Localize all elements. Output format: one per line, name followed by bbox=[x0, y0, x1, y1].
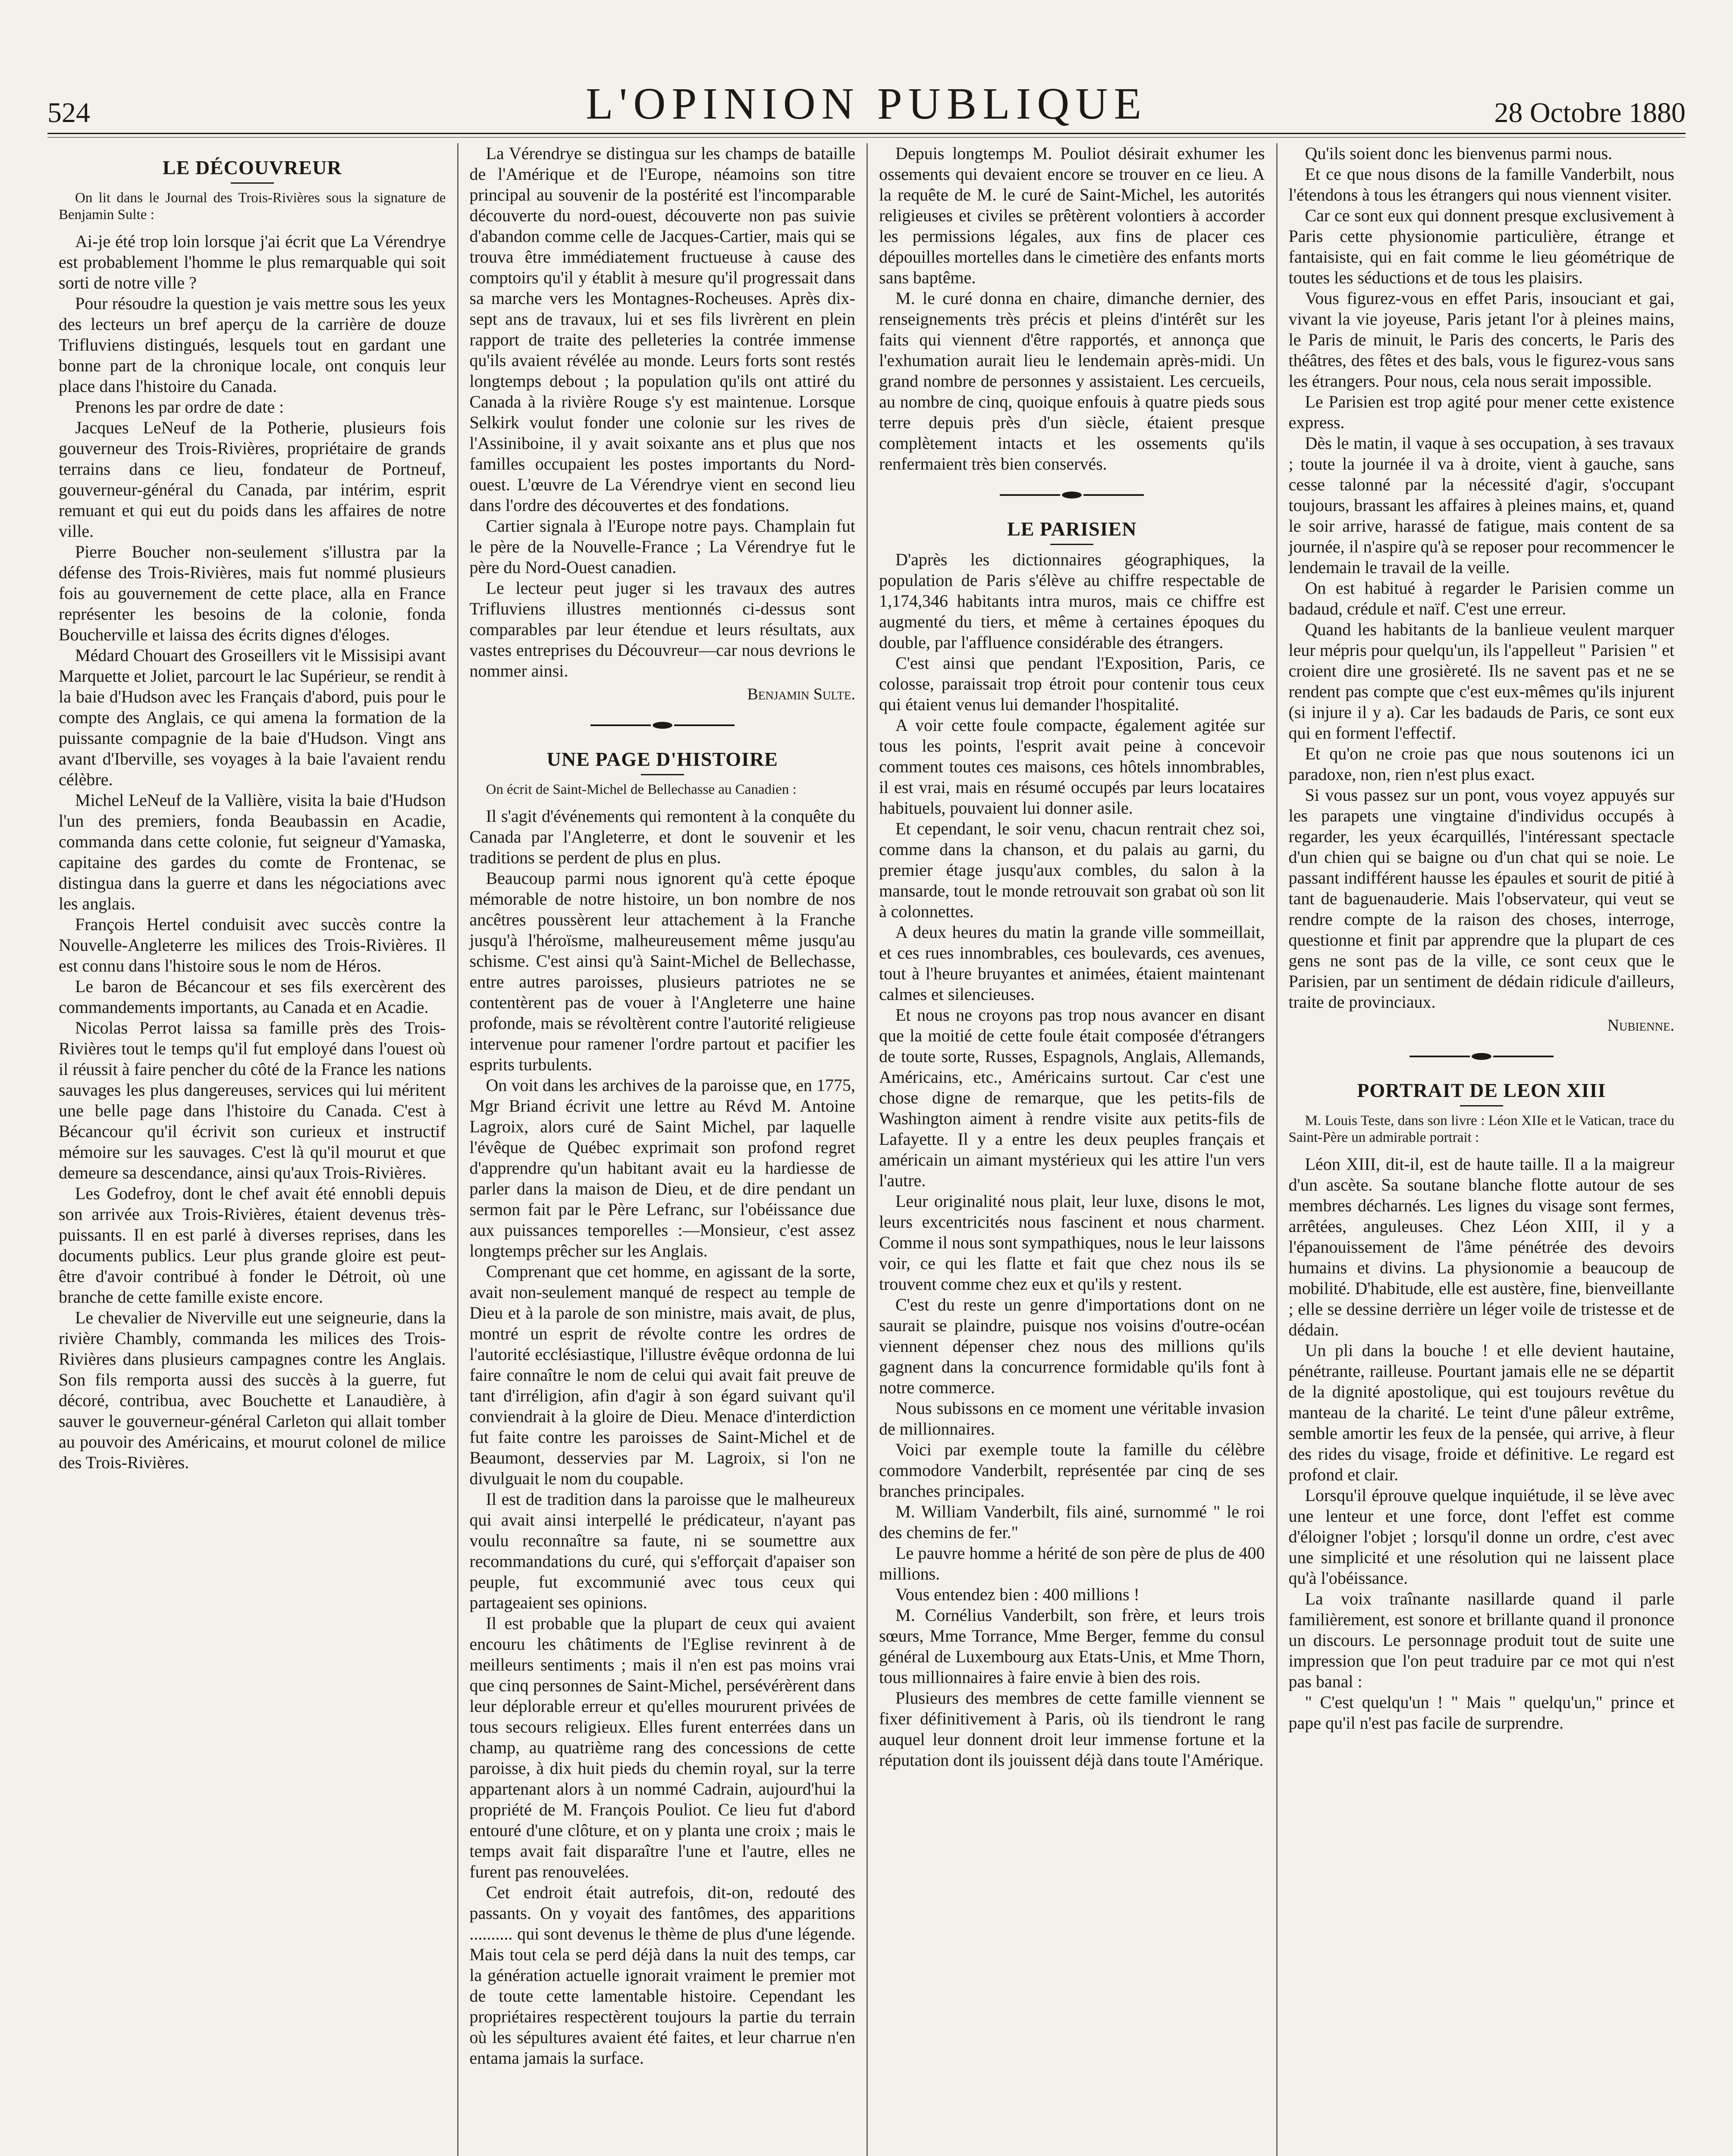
article-paragraph: Et nous ne croyons pas trop nous avancer en disant que la moitié de cette foule était composée d'étrangers de toute sorte, Russes, Espagnols, Anglais, Allemands, Américains, etc., Américains surtout. Car c'est une chose digne de remarque, que les petits-fils de Washington aiment à rendre visite aux petits-fils de Lafayette. Il y a entre les deux peuples français et américain un aimant mystérieux qui les attire l'un vers l'autre. bbox=[879, 1005, 1265, 1190]
article-signature: Nubienne. bbox=[1607, 1016, 1674, 1034]
article-paragraph: Michel LeNeuf de la Vallière, visita la baie d'Hudson l'un des premiers, fonda Beaubassin en Acadie, commanda dans cette colonie, fut seigneur d'Yamaska, capitaine des gardes du comte de Frontenac, se distingua dans la guerre et dans les négociations avec les anglais. bbox=[59, 790, 446, 913]
article-signature: Benjamin Sulte. bbox=[747, 685, 855, 703]
article-paragraph: Cartier signala à l'Europe notre pays. Champlain fut le père de la Nouvelle-France ; La Vérendrye fut le père du Nord-Ouest canadien. bbox=[469, 516, 855, 577]
article-paragraph: Voici par exemple toute la famille du célèbre commodore Vanderbilt, représentée par cinq de ses branches principales. bbox=[879, 1440, 1265, 1501]
article-paragraph: Pour résoudre la question je vais mettre sous les yeux des lecteurs un bref aperçu de la carrière de douze Trifluviens distingués, lesquels tout en gardant une bonne part de la chronique locale, ont conquis leur place dans l'histoire du Canada. bbox=[59, 294, 446, 396]
masthead-rule bbox=[47, 133, 1686, 134]
masthead-rule-thin bbox=[47, 137, 1686, 138]
column-4 bbox=[1276, 143, 1686, 2156]
issue-date: 28 Octobre 1880 bbox=[1494, 97, 1686, 128]
article-heading-parisien: LE PARISIEN bbox=[1007, 518, 1137, 540]
article-paragraph: Cet endroit était autrefois, dit-on, redouté des passants. On y voyait des fantômes, des apparitions .......... qui sont devenus le thème de plus d'une légende. Mais tout cela se perd déjà dans la nuit des temps, car la génération actuelle ignorait vraiment le premier mot de toute cette lamentable histoire. Cependant les propriétaires respectèrent toujours la partie du terrain où les sépultures avaient été faites, et leur charrue n'en entama jamais la surface. bbox=[469, 1883, 855, 2068]
article-paragraph: La Vérendrye se distingua sur les champs de bataille de l'Amérique et de l'Europe, néamoins son titre principal au souvenir de la postérité est l'incomparable découverte du nord-ouest, découverte non pas suivie d'abandon comme celle de Jacques-Cartier, mais qui se trouva être immédiatement fructueuse à cause des comptoirs qu'il y établit à mesure qu'il progressait dans sa marche vers les Montagnes-Rocheuses. Après dix-sept ans de travaux, lui et ses fils livrèrent en plein rapport de traite des pelleteries la contrée immense qu'ils avaient révélée au monde. Leurs forts sont restés longtemps debout ; la population qu'ils ont attiré du Canada à la rivière Rouge s'y est maintenue. Lorsque Selkirk voulut fonder une colonie sur les rives de l'Assiniboine, il y avait soixante ans et plus que nos familles occupaient les postes importants du Nord-ouest. L'œuvre de La Vérendrye vient en second lieu dans l'ordre des découvertes et des fondations. bbox=[469, 144, 855, 515]
article-paragraph: Le Parisien est trop agité pour mener cette existence express. bbox=[1288, 392, 1674, 432]
article-paragraph: Un pli dans la bouche ! et elle devient hautaine, pénétrante, railleuse. Pourtant jamais elle ne se départit de la dignité apostolique, qui est toujours revêtue du manteau de la charité. Le teint d'une pâleur extrême, semble amortir les feux de la pensée, qui arrive, à fleur des rides du visage, froide et définitive. Le regard est profond et clair. bbox=[1288, 1341, 1674, 1484]
article-separator bbox=[1289, 1053, 1675, 1060]
article-paragraph: A voir cette foule compacte, également agitée sur tous les points, l'esprit avait peine à concevoir comment toutes ces maisons, ces hôtels innombrables, il est vrai, mais en résumé occupés par leurs locataires habituels, pouvaient lui donner asile. bbox=[879, 715, 1265, 818]
article-paragraph: Et ce que nous disons de la famille Vanderbilt, nous l'étendons à tous les étrangers qui nous viennent visiter. bbox=[1288, 164, 1674, 204]
column-1 bbox=[47, 143, 457, 2156]
article-paragraph: Médard Chouart des Groseillers vit le Missisipi avant Marquette et Joliet, parcourt le lac Supérieur, se rendit à la baie d'Hudson avec les Français d'abord, puis pour le compte des Anglais, ce qui amena la formation de la puissante compagnie de la baie d'Hudson. Vingt ans avant d'Iberville, ses voyages à la baie l'avaient rendu célèbre. bbox=[59, 646, 446, 789]
article-paragraph: Et qu'on ne croie pas que nous soutenons ici un paradoxe, non, rien n'est plus exact. bbox=[1288, 744, 1674, 784]
article-intro-portrait: M. Louis Teste, dans son livre : Léon XIIe et le Vatican, trace du Saint-Père un admirable portrait : bbox=[1288, 1113, 1674, 1145]
article-paragraph: La voix traînante nasillarde quand il parle familièrement, est sonore et brillante quand il prononce un discours. Le personnage produit tout de suite une impression que l'on peut traduire par ce mot qui n'est pas banal : bbox=[1288, 1589, 1674, 1691]
article-heading-decouvreur: LE DÉCOUVREUR bbox=[162, 157, 342, 179]
article-paragraph: Leur originalité nous plait, leur luxe, disons le mot, leurs excentricités nous fascinent et nous charment. Comme il nous sont sympathiques, nous le leur laissons voir, ce qui les flatte et fait que chez nous ils se trouvent comme chez eux et qu'ils y restent. bbox=[879, 1191, 1265, 1294]
article-paragraph: D'après les dictionnaires géographiques, la population de Paris s'élève au chiffre respectable de 1,174,346 habitants intra muros, mais ce chiffre est augmenté du tiers, et même à certaines époques du double, par l'affluence considérable des étrangers. bbox=[879, 550, 1265, 652]
article-paragraph: Il est de tradition dans la paroisse que le malheureux qui avait ainsi interpellé le prédicateur, n'ayant pas voulu reconnaître sa faute, ni se soumettre aux recommandations du curé, qui s'efforçait d'apaiser son peuple, fut excommunié avec tous ceux qui partageaient ses opinions. bbox=[469, 1489, 855, 1612]
article-separator bbox=[470, 722, 856, 729]
article-paragraph: " C'est quelqu'un ! " Mais " quelqu'un," prince et pape qu'il n'est pas facile de surprendre. bbox=[1288, 1692, 1674, 1733]
masthead bbox=[47, 65, 1686, 129]
article-paragraph: Lorsqu'il éprouve quelque inquiétude, il se lève avec une lenteur et une force, dont l'effet est comme d'éloigner l'objet ; lorsqu'il donne un ordre, c'est avec une simplicité et une résolution qui ne laissent place qu'à l'obéissance. bbox=[1288, 1485, 1674, 1588]
article-paragraph: C'est du reste un genre d'importations dont on ne saurait se plaindre, puisque nos voisins d'outre-océan viennent dépenser chez nous des millions qu'ils gagnent dans la concurrence formidable qu'ils font à notre commerce. bbox=[879, 1295, 1265, 1397]
article-paragraph: Vous figurez-vous en effet Paris, insouciant et gai, vivant la vie joyeuse, Paris jetant l'or à pleines mains, le Paris de minuit, le Paris des concerts, le Paris des théâtres, des fêtes et des bals, vous le figurez-vous sans les étrangers. Pour nous, cela nous serait impossible. bbox=[1288, 288, 1674, 391]
article-paragraph: Plusieurs des membres de cette famille viennent se fixer définitivement à Paris, où ils tiendront le rang auquel leur donnent droit leur immense fortune et la réputation dont ils jouissent déjà dans toute l'Amérique. bbox=[879, 1688, 1265, 1770]
article-paragraph: Nous subissons en ce moment une véritable invasion de millionnaires. bbox=[879, 1398, 1265, 1438]
article-heading-histoire: UNE PAGE D'HISTOIRE bbox=[546, 748, 778, 770]
article-paragraph: Ai-je été trop loin lorsque j'ai écrit que La Vérendrye est probablement l'homme le plus remarquable qui soit sorti de notre ville ? bbox=[59, 232, 446, 292]
article-paragraph: C'est ainsi que pendant l'Exposition, Paris, ce colosse, paraissait trop étroit pour contenir tous ceux qui étaient venus lui demander l'hospitalité. bbox=[879, 653, 1265, 714]
article-separator bbox=[879, 492, 1265, 498]
article-paragraph: On est habitué à regarder le Parisien comme un badaud, crédule et naïf. C'est une erreur. bbox=[1288, 578, 1674, 618]
article-paragraph: Dès le matin, il vaque à ses occupation, à ses travaux ; toute la journée il va à droite, vient à gauche, sans cesse talonné par la nécessité d'agir, s'occupant toujours, brassant les affaires à pleines mains, et, quand le soir arrive, harassé de fatigue, mais content de sa journée, il n'aspire qu'à se reposer pour recommencer le lendemain le travail de la veille. bbox=[1288, 433, 1674, 577]
article-paragraph: Beaucoup parmi nous ignorent qu'à cette époque mémorable de notre histoire, un bon nombre de nos ancêtres poussèrent leur attachement à la Franche jusqu'à l'héroïsme, malheureusement même jusqu'au schisme. C'est ainsi qu'à Saint-Michel de Bellechasse, entre autres paroisses, plusieurs patriotes ne se contentèrent pas de vouer à l'Angleterre une haine profonde, mais se révoltèrent contre l'autorité religieuse intervenue pour ramener l'ordre partout et pacifier les esprits turbulents. bbox=[469, 868, 855, 1074]
column-2 bbox=[457, 143, 867, 2156]
heading-rule bbox=[641, 774, 684, 775]
page-number: 524 bbox=[47, 97, 90, 128]
article-paragraph: Et cependant, le soir venu, chacun rentrait chez soi, comme dans la chanson, et du palais au garni, du premier étage jusqu'aux combles, du salon à la mansarde, tout le monde retrouvait son grabat où son lit à colonnettes. bbox=[879, 819, 1265, 921]
separator-ornament bbox=[653, 722, 672, 729]
separator-ornament bbox=[1472, 1053, 1491, 1060]
article-paragraph: Le lecteur peut juger si les travaux des autres Trifluviens illustres mentionnés ci-dessus sont comparables par leur étendue et leurs résultats, aux vastes entreprises du Découvreur—car nous devrions le nommer ainsi. bbox=[469, 578, 855, 680]
heading-rule bbox=[231, 182, 274, 184]
article-paragraph: Les Godefroy, dont le chef avait été ennobli depuis son arrivée aux Trois-Rivières, étaient devenus très-puissants. Il en est parlé à diverses reprises, dans les documents publics. Leur plus grande gloire est peut-être d'avoir contribué à fonder le Détroit, où une branche de cette famille existe encore. bbox=[59, 1184, 446, 1307]
heading-rule bbox=[1460, 1105, 1503, 1106]
article-paragraph: Car ce sont eux qui donnent presque exclusivement à Paris cette physionomie particulière, étrange et fantaisiste, qui en fait comme le lieu géométrique de toutes les séductions et de tous les plaisirs. bbox=[1288, 206, 1674, 287]
article-paragraph: Léon XIII, dit-il, est de haute taille. Il a la maigreur d'un ascète. Sa soutane blanche flotte autour de ses membres décharnés. Les lignes du visage sont fermes, arrêtées, anguleuses. Chez Léon XIII, il y a l'épanouissement de l'âme pénétrée des devoirs humains et divins. La physionomie a beaucoup de mobilité. D'habitude, elle est austère, fine, bienveillante ; elle se dessine derrière un léger voile de tristesse et de dédain. bbox=[1288, 1154, 1674, 1339]
article-paragraph: Nicolas Perrot laissa sa famille près des Trois-Rivières tout le temps qu'il fut employé dans l'ouest où il réussit à faire pencher du côté de la France les nations sauvages les plus dangereuses, services qui lui méritent une belle page dans l'histoire du Canada. C'est à Bécancour qu'il écrivit son curieux et instructif mémoire sur les sauvages. C'est là qu'il mourut et que demeure sa descendance, ainsi qu'aux Trois-Rivières. bbox=[59, 1018, 446, 1182]
article-paragraph: Jacques LeNeuf de la Potherie, plusieurs fois gouverneur des Trois-Rivières, propriétaire de grands terrains dans ce lieu, fondateur de Portneuf, gouverneur-général du Canada, par intérim, esprit remuant et qui eut du poids dans les affaires de notre ville. bbox=[59, 418, 446, 541]
heading-rule bbox=[1050, 544, 1093, 545]
separator-line bbox=[590, 724, 651, 726]
separator-line bbox=[1410, 1056, 1470, 1057]
column-3 bbox=[866, 143, 1276, 2156]
article-paragraph: Le baron de Bécancour et ses fils exercèrent des commandements importants, au Canada et en Acadie. bbox=[59, 977, 446, 1017]
article-paragraph: Comprenant que cet homme, en agissant de la sorte, avait non-seulement manqué de respect au temple de Dieu et à la parole de son ministre, mais avait, de plus, montré un esprit de révolte contre les ordres de l'autorité ecclésiastique, l'illustre évêque ordonna de lui faire connaître le nom de celui qui avait fait preuve de tant d'irréligion, afin d'agir à son égard suivant qu'il conviendrait à la gloire de Dieu. Menace d'interdiction fut faite contre les paroisses de Saint-Michel et de Beaumont, desservies par M. Lagroix, si l'on ne divulguait le nom du coupable. bbox=[469, 1262, 855, 1488]
article-paragraph: François Hertel conduisit avec succès contre la Nouvelle-Angleterre les milices des Trois-Rivières. Il est connu dans l'histoire sous le nom de Héros. bbox=[59, 915, 446, 975]
article-paragraph: Le chevalier de Niverville eut une seigneurie, dans la rivière Chambly, commanda les milices des Trois-Rivières dans plusieurs campagnes contre les Anglais. Son fils remporta aussi des succès à la guerre, fut décoré, contribua, avec Bouchette et Lanaudière, à sauver le gouverneur-général Carleton qui allait tomber au pouvoir des Américains, et mourut colonel de milice des Trois-Rivières. bbox=[59, 1308, 446, 1472]
article-paragraph: On voit dans les archives de la paroisse que, en 1775, Mgr Briand écrivit une lettre au Révd M. Antoine Lagroix, alors curé de Saint Michel, par laquelle l'évêque de Québec exprimait son profond regret d'apprendre qu'un habitant avait eu la hardiesse de parler dans la maison de Dieu, et de dire pendant un sermon fait par le Père Lefranc, sur l'obéissance due aux puissances temporelles :—Monsieur, c'est assez longtemps prêcher sur les Anglais. bbox=[469, 1075, 855, 1260]
article-paragraph: Depuis longtemps M. Pouliot désirait exhumer les ossements qui devaient encore se trouver en ce lieu. A la requête de M. le curé de Saint-Michel, les autorités religieuses et civiles se prêtèrent volontiers à accorder les permissions légales, aux fins de placer ces dépouilles mortelles dans le cimetière des enfants morts sans baptême. bbox=[879, 144, 1265, 287]
article-paragraph: Qu'ils soient donc les bienvenus parmi nous. bbox=[1305, 144, 1613, 163]
newspaper-title: L'OPINION PUBLIQUE bbox=[585, 79, 1147, 128]
article-intro-decouvreur: On lit dans le Journal des Trois-Rivières sous la signature de Benjamin Sulte : bbox=[59, 190, 446, 222]
article-paragraph: Si vous passez sur un pont, vous voyez appuyés sur les parapets une vingtaine d'individus occupés à regarder, les yeux écarquillés, l'intéressant spectacle d'un chien qui se baigne ou d'un chat qui se noie. Le passant indifférent hausse les épaules et sourit de pitié à tant de baguenauderie. Mais l'observateur, qui veut se rendre compte de la raison des choses, interroge, questionne et finit par apprendre que la plupart de ces gens ne sont pas de la ville, ce sont ceux que le Parisien, par un sentiment de dédain ridicule d'ailleurs, traite de provinciaux. bbox=[1288, 785, 1674, 1012]
separator-line bbox=[674, 724, 735, 726]
separator-ornament bbox=[1062, 492, 1082, 498]
article-paragraph: Quand les habitants de la banlieue veulent marquer leur mépris pour quelqu'un, ils l'appelleut " Parisien " et croient dire une grosièreté. Ils ne savent pas et ne se rendent pas compte que c'est eux-mêmes qu'ils injurent (si injure il y a). Car les badauds de Paris, ce sont eux qui en forment l'effectif. bbox=[1288, 620, 1674, 743]
article-paragraph: Vous entendez bien : 400 millions ! bbox=[895, 1585, 1140, 1604]
article-paragraph: Le pauvre homme a hérité de son père de plus de 400 millions. bbox=[879, 1543, 1265, 1583]
separator-line bbox=[1493, 1056, 1554, 1057]
article-intro-histoire: On écrit de Saint-Michel de Bellechasse au Canadien : bbox=[486, 782, 797, 797]
article-paragraph: M. le curé donna en chaire, dimanche dernier, des renseignements très précis et pleins d'intérêt sur les faits qui viennent d'être rapportés, et annonça que l'exhumation aurait lieu le lendemain après-midi. Un grand nombre de personnes y assistaient. Les cercueils, au nombre de cinq, quoique enfouis à quatre pieds sous terre depuis près d'un siècle, étaient presque complètement intacts et les ossements qu'ils renfermaient très bien conservés. bbox=[879, 288, 1265, 473]
article-paragraph: Pierre Boucher non-seulement s'illustra par la défense des Trois-Rivières, mais fut nommé plusieurs fois au gouvernement de cette place, alla en France représenter les besoins de la colonie, fonda Boucherville et laissa des écrits dignes d'éloges. bbox=[59, 542, 446, 644]
article-heading-portrait: PORTRAIT DE LEON XIII bbox=[1357, 1079, 1606, 1101]
article-paragraph: Prenons les par ordre de date : bbox=[75, 397, 284, 417]
article-paragraph: M. William Vanderbilt, fils ainé, surnommé " le roi des chemins de fer." bbox=[879, 1502, 1265, 1542]
article-paragraph: Il s'agit d'événements qui remontent à la conquête du Canada par l'Angleterre, et dont le souvenir et les traditions se perdent de plus en plus. bbox=[469, 806, 855, 867]
separator-line bbox=[1000, 494, 1060, 496]
article-paragraph: Il est probable que la plupart de ceux qui avaient encouru les châtiments de l'Eglise revinrent à de meilleurs sentiments ; mais il n'en est pas moins vrai que cinq personnes de Saint-Michel, persévérèrent dans leur déplorable erreur et qu'elles moururent privées de tous secours religieux. Elles furent enterrées dans un champ, au quatrième rang des concessions de cette paroisse, à dix huit pieds du chemin royal, sur la terre appartenant alors à un nommé Cadrain, aujourd'hui la propriété de M. François Pouliot. Ce lieu fut d'abord entouré d'une clôture, et on y planta une croix ; mais le temps avait fait disparaître l'une et l'autre, elles ne furent pas renouvelées. bbox=[469, 1614, 855, 1881]
columns bbox=[47, 143, 1686, 2156]
article-paragraph: A deux heures du matin la grande ville sommeillait, et ces rues innombrables, ces boulevards, ces avenues, tout à l'heure bruyantes et animées, étaient maintenant calmes et silencieuses. bbox=[879, 922, 1265, 1004]
separator-line bbox=[1083, 494, 1144, 496]
article-paragraph: M. Cornélius Vanderbilt, son frère, et leurs trois sœurs, Mme Torrance, Mme Berger, femme du consul général de Luxembourg aux Etats-Unis, et Mme Thorn, tous millionnaires à faire envie à bien des rois. bbox=[879, 1605, 1265, 1687]
